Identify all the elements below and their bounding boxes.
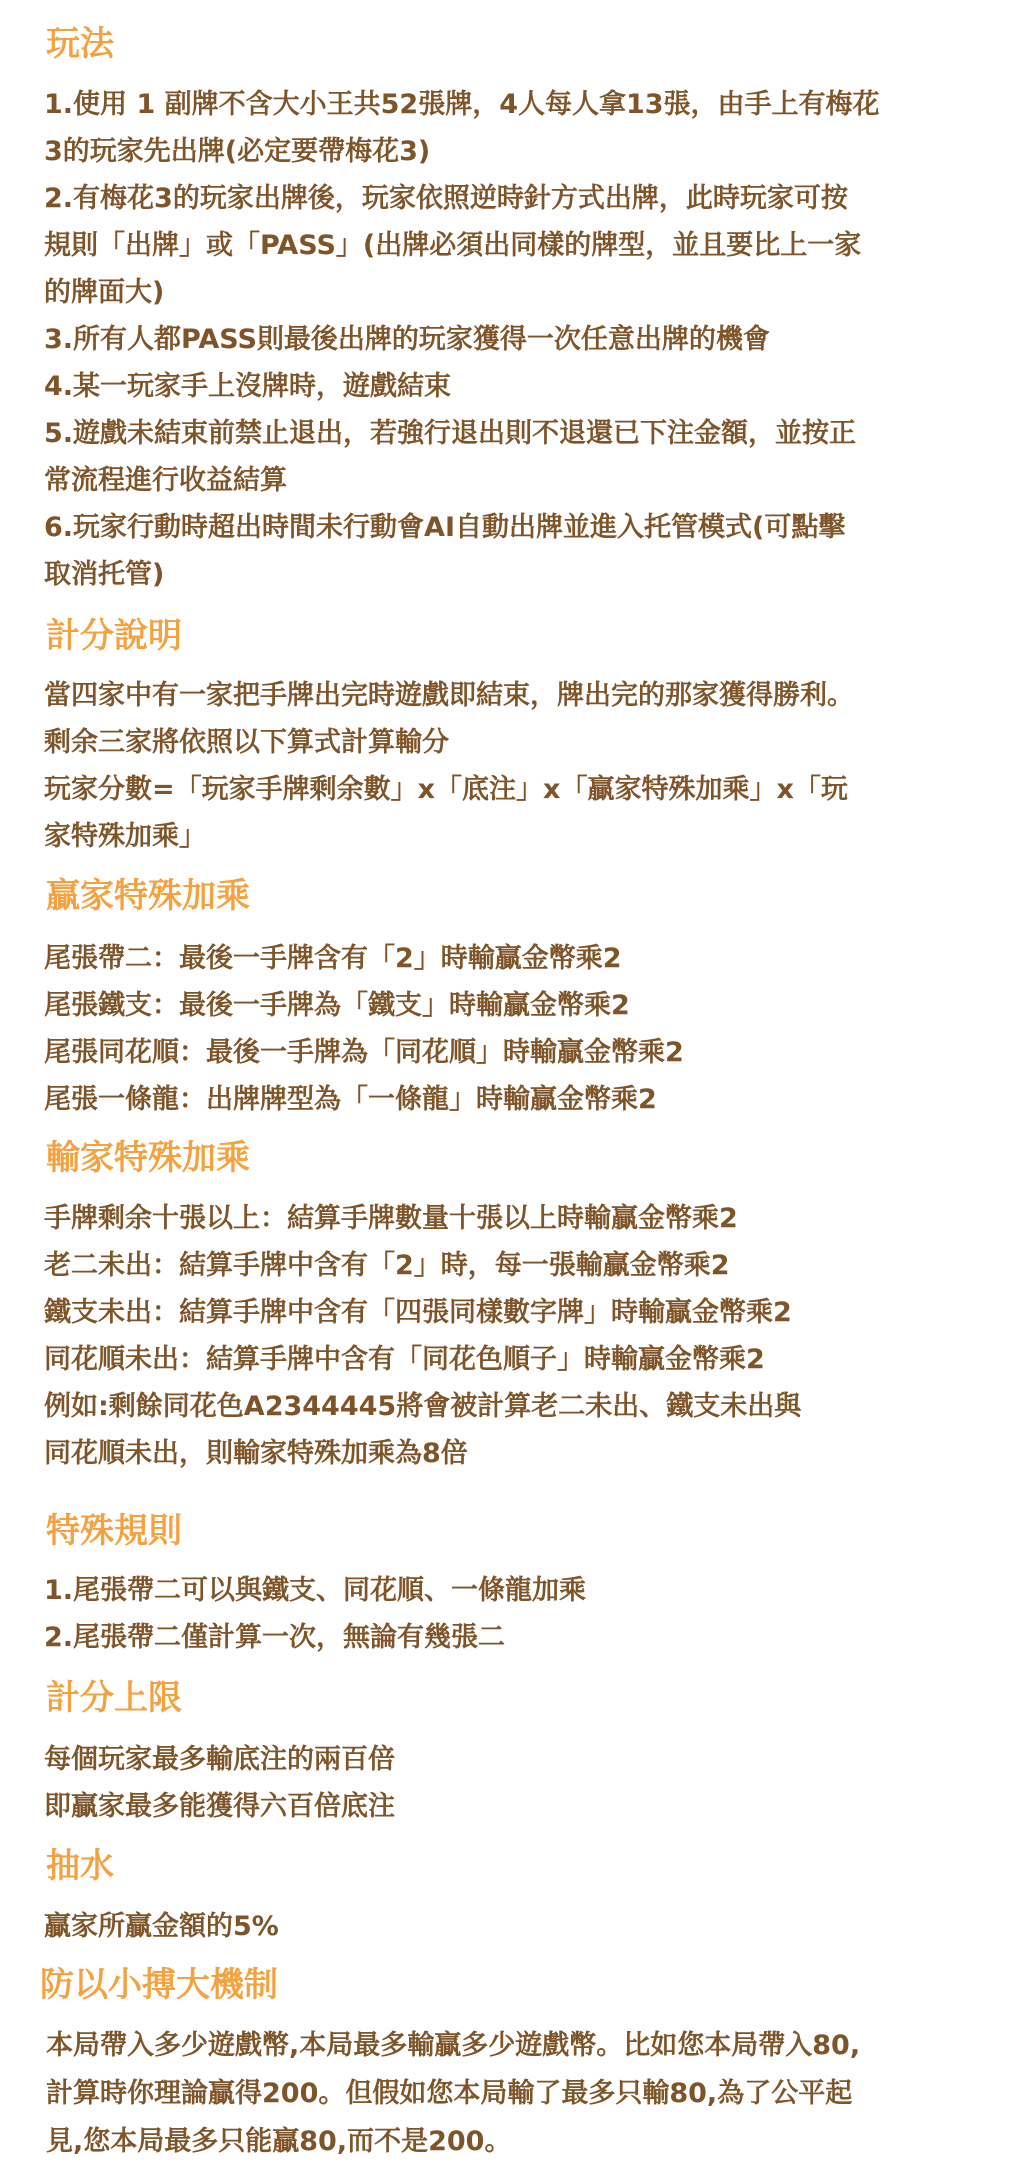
text-line: 玩家分數=「玩家手牌剩余數」x「底注」x「贏家特殊加乘」x「玩 [44,774,848,805]
text-line: 6.玩家行動時超出時間未行動會AI自動出牌並進入托管模式(可點擊 [44,512,846,543]
section-title-winner-bonus: 贏家特殊加乘 [46,876,250,916]
text-line: 3的玩家先出牌(必定要帶梅花3) [44,136,431,167]
text-line: 2.尾張帶二僅計算一次，無論有幾張二 [44,1622,506,1653]
text-line: 同花順未出：結算手牌中含有「同花色順子」時輸贏金幣乘2 [44,1344,765,1375]
text-line: 贏家所贏金額的5% [44,1911,279,1942]
section-body-rake [44,1903,974,1950]
text-line: 尾張同花順：最後一手牌為「同花順」時輸贏金幣乘2 [44,1037,684,1068]
section-title-gameplay: 玩法 [46,24,114,64]
section-title-score-cap: 計分上限 [46,1678,182,1718]
section-body-gameplay [44,81,974,598]
text-line: 3.所有人都PASS則最後出牌的玩家獲得一次任意出牌的機會 [44,324,770,355]
text-line: 尾張帶二：最後一手牌含有「2」時輸贏金幣乘2 [44,943,622,974]
text-line: 剩余三家將依照以下算式計算輸分 [44,727,449,758]
text-line: 手牌剩余十張以上：結算手牌數量十張以上時輸贏金幣乘2 [44,1203,738,1234]
text-line: 1.尾張帶二可以與鐵支、同花順、一條龍加乘 [44,1575,587,1606]
text-line: 家特殊加乘」 [44,821,206,852]
section-body-special-rules [44,1567,974,1661]
section-body-winner-bonus [44,935,974,1123]
text-line: 2.有梅花3的玩家出牌後，玩家依照逆時針方式出牌，此時玩家可按 [44,183,848,214]
section-title-loser-bonus: 輸家特殊加乘 [46,1138,250,1178]
text-line: 鐵支未出：結算手牌中含有「四張同樣數字牌」時輸贏金幣乘2 [44,1297,792,1328]
text-line: 常流程進行收益結算 [44,465,287,496]
text-line: 5.遊戲未結束前禁止退出，若強行退出則不退還已下注金額，並按正 [44,418,857,449]
text-line: 老二未出：結算手牌中含有「2」時，每一張輸贏金幣乘2 [44,1250,730,1281]
text-line: 規則「出牌」或「PASS」(出牌必須出同樣的牌型，並且要比上一家 [44,230,862,261]
text-line: 即贏家最多能獲得六百倍底注 [44,1791,395,1822]
text-line: 1.使用 1 副牌不含大小王共52張牌，4人每人拿13張，由手上有梅花 [44,89,880,120]
text-line: 見,您本局最多只能贏80,而不是200。 [46,2126,512,2157]
text-line: 的牌面大) [44,277,165,308]
text-line: 同花順未出，則輸家特殊加乘為8倍 [44,1438,468,1469]
text-line: 本局帶入多少遊戲幣,本局最多輸贏多少遊戲幣。比如您本局帶入80, [46,2030,861,2061]
section-title-scoring: 計分說明 [46,616,182,656]
text-line: 尾張鐵支：最後一手牌為「鐵支」時輸贏金幣乘2 [44,990,630,1021]
section-body-loser-bonus [44,1195,974,1477]
section-title-rake: 抽水 [46,1846,114,1886]
text-line: 計算時你理論贏得200。但假如您本局輸了最多只輸80,為了公平起 [46,2078,853,2109]
section-title-special-rules: 特殊規則 [46,1511,182,1551]
text-line: 當四家中有一家把手牌出完時遊戲即結束，牌出完的那家獲得勝利。 [44,680,854,711]
section-body-scoring [44,672,974,860]
section-body-score-cap [44,1736,974,1830]
text-line: 取消托管) [44,559,165,590]
section-title-anti-leverage: 防以小搏大機制 [40,1965,278,2005]
text-line: 每個玩家最多輸底注的兩百倍 [44,1744,395,1775]
text-line: 尾張一條龍：出牌牌型為「一條龍」時輸贏金幣乘2 [44,1084,657,1115]
text-line: 4.某一玩家手上沒牌時，遊戲結束 [44,371,452,402]
text-line: 例如:剩餘同花色A2344445將會被計算老二未出、鐵支未出與 [44,1391,802,1422]
section-body-anti-leverage [46,2022,976,2166]
